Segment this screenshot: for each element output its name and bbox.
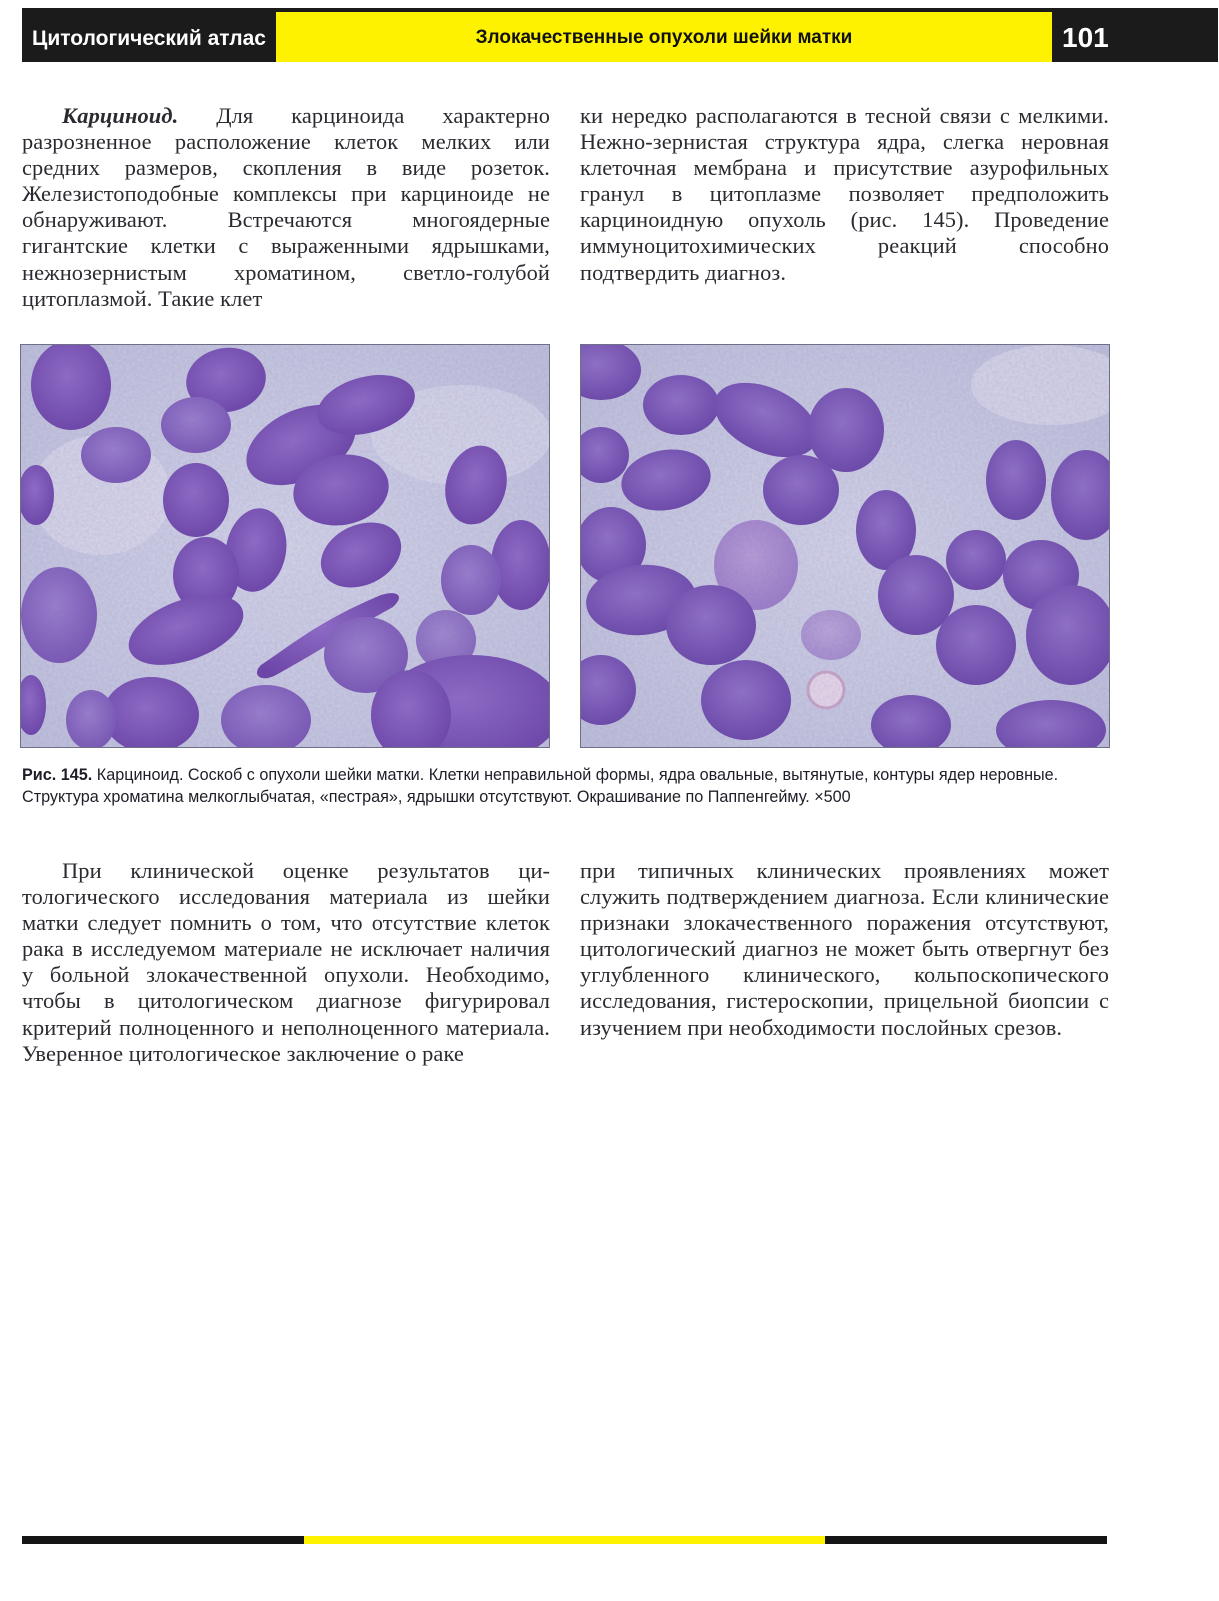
text-column-top-right: [580, 103, 1109, 286]
figure-caption: [22, 764, 1110, 809]
paragraph-text: Для карциноида характерно разрозненное расположение клеток мелких или средних размеров, скопления в виде розеток. Железистоподобные комплексы при карциноиде не обнаруживают. Встречаются многоядерные гигантские клетки с выраженными ядрышками, нежнозернистым хроматином, светло-голубой цитоплазмой. Такие клет: [22, 103, 550, 311]
figure-caption-text: Карциноид. Соскоб с опухоли шейки матки. Клетки неправильной формы, ядра овальные, вытянутые, контуры ядер неровные. Структура хроматина мелкоглыбчатая, «пестрая», ядрышки отсутствуют. Окрашивание по Паппенгейму. ×500: [22, 766, 1059, 807]
page-footer-rule: [22, 1536, 1107, 1544]
micrograph-right: [580, 344, 1110, 748]
micrograph-left: [20, 344, 550, 748]
footer-segment-yellow: [304, 1536, 825, 1544]
footer-segment-black: [22, 1536, 304, 1544]
paragraph-text: При клинической оценке результатов цитологического исследования материала из шейки матки следует помнить о том, что отсутствие клеток рака в исследуемом материале не исключает наличия у больной злокачественной опухоли. Необходимо, чтобы в цитологическом диагнозе фигурировал критерий полноценного и неполноценного материала. Уверенное цитологическое заключение о раке: [22, 858, 550, 1066]
header-top-rule: [276, 8, 1052, 12]
page-number: 101: [1052, 8, 1218, 62]
text-column-bottom-left: [22, 858, 550, 1067]
paragraph-text: ки нередко располагаются в тесной связи с мелкими. Нежно-зернистая структура ядра, слегка неровная клеточная мембрана и присутствие азурофильных гранул в цитоплазме позволяет предположить карциноидную опухоль (рис. 145). Проведение иммуноцитохимических реакций способно подтвердить диагноз.: [580, 103, 1109, 285]
chapter-title: Злокачественные опухоли шейки матки: [276, 8, 1052, 62]
text-column-top-left: [22, 103, 550, 312]
book-title: Цитологический атлас: [22, 8, 276, 62]
micrograph-left-image: [21, 345, 550, 748]
section-lead: Карциноид.: [62, 103, 179, 128]
footer-segment-black: [825, 1536, 1107, 1544]
figure-label: Рис. 145.: [22, 766, 93, 784]
paragraph-text: при типичных клинических проявлениях может служить подтверждением диагноза. Если клинические признаки злокачественного поражения отсутствуют, цитологический диагноз не может быть отвергнут без углубленного клинического, кольпоскопического исследования, гистероскопии, прицельной биопсии с изучением при необходимости послойных срезов.: [580, 858, 1109, 1040]
page-header: [22, 8, 1218, 62]
micrograph-right-image: [581, 345, 1110, 748]
text-column-bottom-right: [580, 858, 1109, 1041]
